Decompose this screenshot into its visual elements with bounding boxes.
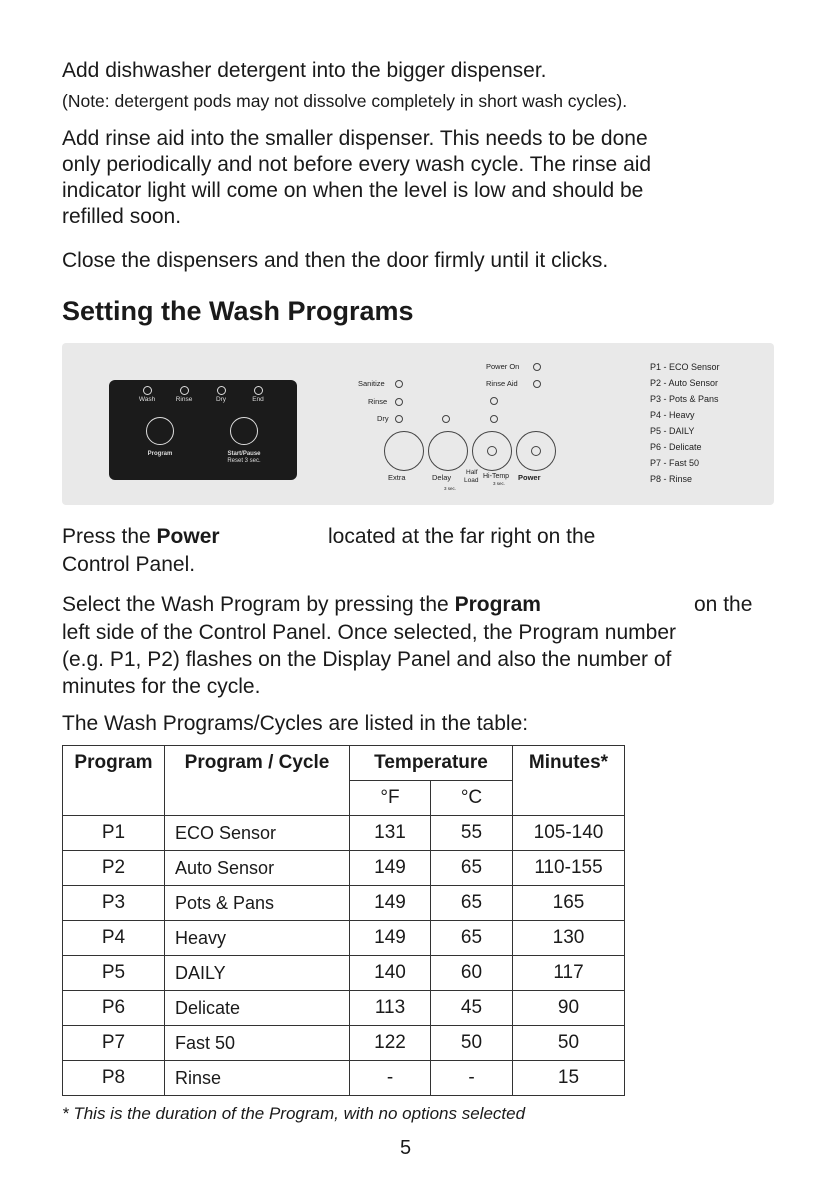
delay-button-label: Delay bbox=[432, 473, 452, 482]
delay-led-icon bbox=[442, 415, 450, 423]
reset-label: Reset 3 sec. bbox=[227, 458, 261, 464]
control-panel-illustration bbox=[62, 343, 774, 505]
minutes-cell: 90 bbox=[513, 991, 625, 1026]
start-pause-label: Start/Pause bbox=[227, 451, 261, 457]
program-button[interactable] bbox=[146, 417, 174, 445]
program-cell: P6 bbox=[63, 991, 165, 1026]
temp-c-cell: 60 bbox=[431, 956, 513, 991]
table-footnote: * This is the duration of the Program, with no options selected bbox=[62, 1104, 526, 1123]
rinse-indicator-label: Rinse bbox=[368, 397, 388, 406]
select-program-on-the: on the bbox=[694, 593, 753, 616]
cycle-cell: DAILY bbox=[165, 956, 350, 991]
program-cell: P8 bbox=[63, 1061, 165, 1096]
temp-c-cell: 65 bbox=[431, 921, 513, 956]
temp-f-cell: 140 bbox=[350, 956, 431, 991]
dry-indicator-label: Dry bbox=[377, 414, 389, 423]
table-row bbox=[63, 991, 625, 1026]
press-power-line-2: Control Panel. bbox=[62, 553, 196, 576]
program-cell: P4 bbox=[63, 921, 165, 956]
minutes-cell: 130 bbox=[513, 921, 625, 956]
rinse-aid-line-1: Add rinse aid into the smaller dispenser. This needs to be done bbox=[62, 127, 648, 150]
program-button-label: Program bbox=[147, 451, 173, 457]
detergent-note: (Note: detergent pods may not dissolve completely in short wash cycles). bbox=[62, 91, 628, 111]
minutes-cell: 15 bbox=[513, 1061, 625, 1096]
temp-c-cell: 65 bbox=[431, 851, 513, 886]
table-row bbox=[63, 851, 625, 886]
header-program-cycle: Program / Cycle bbox=[165, 746, 350, 816]
start-pause-button[interactable] bbox=[230, 417, 258, 445]
program-cell: P5 bbox=[63, 956, 165, 991]
program-cell: P3 bbox=[63, 886, 165, 921]
temp-c-cell: - bbox=[431, 1061, 513, 1096]
program-list-item: P6 - Delicate bbox=[650, 442, 702, 452]
sanitize-led-icon bbox=[395, 380, 403, 388]
header-minutes: Minutes* bbox=[513, 746, 625, 816]
temp-c-cell: 65 bbox=[431, 886, 513, 921]
cycle-cell: Heavy bbox=[165, 921, 350, 956]
rinse-aid-label: Rinse Aid bbox=[486, 379, 518, 388]
load-label: Load bbox=[464, 477, 479, 484]
minutes-cell: 117 bbox=[513, 956, 625, 991]
temp-f-cell: - bbox=[350, 1061, 431, 1096]
power-button-label: Power bbox=[518, 473, 541, 482]
cycle-cell: ECO Sensor bbox=[165, 816, 350, 851]
table-row bbox=[63, 886, 625, 921]
table-row bbox=[63, 1061, 625, 1096]
temp-c-cell: 55 bbox=[431, 816, 513, 851]
minutes-cell: 165 bbox=[513, 886, 625, 921]
program-list-item: P4 - Heavy bbox=[650, 410, 695, 420]
delay-3sec-label: 3 sec. bbox=[444, 486, 457, 491]
page-number: 5 bbox=[400, 1137, 412, 1159]
program-list-item: P8 - Rinse bbox=[650, 474, 693, 484]
close-door-text: Close the dispensers and then the door firmly until it clicks. bbox=[62, 249, 609, 272]
table-row bbox=[63, 956, 625, 991]
power-button[interactable] bbox=[516, 431, 556, 471]
program-list-item: P1 - ECO Sensor bbox=[650, 362, 720, 372]
hi-temp-3sec-label: 3 sec. bbox=[493, 481, 506, 486]
cycle-cell: Auto Sensor bbox=[165, 851, 350, 886]
program-list bbox=[650, 359, 720, 487]
hi-temp-led-icon bbox=[490, 415, 498, 423]
end-label: End bbox=[252, 396, 264, 403]
press-power-text: Press the bbox=[62, 525, 157, 548]
header-temperature: Temperature bbox=[350, 746, 513, 781]
wash-programs-table bbox=[62, 745, 625, 1096]
program-list-item: P2 - Auto Sensor bbox=[650, 378, 719, 388]
power-on-led-icon bbox=[533, 363, 541, 371]
table-row bbox=[63, 816, 625, 851]
temp-f-cell: 122 bbox=[350, 1026, 431, 1061]
minutes-cell: 105-140 bbox=[513, 816, 625, 851]
program-cell: P1 bbox=[63, 816, 165, 851]
table-intro: The Wash Programs/Cycles are listed in the table: bbox=[62, 712, 529, 735]
temp-c-cell: 45 bbox=[431, 991, 513, 1026]
hi-temp-label: Hi-Temp bbox=[483, 473, 510, 480]
program-cell: P2 bbox=[63, 851, 165, 886]
minutes-cell: 50 bbox=[513, 1026, 625, 1061]
display-panel bbox=[109, 380, 297, 480]
program-list-item: P7 - Fast 50 bbox=[650, 458, 700, 468]
select-program-line-3: (e.g. P1, P2) flashes on the Display Panel and also the number of bbox=[62, 648, 672, 671]
program-list-item: P5 - DAILY bbox=[650, 426, 695, 436]
header-fahrenheit: °F bbox=[350, 781, 431, 816]
rinse-aid-line-3: indicator light will come on when the level is low and should be bbox=[62, 179, 644, 202]
end-led-icon bbox=[254, 386, 263, 395]
detergent-text: Add dishwasher detergent into the bigger dispenser. bbox=[62, 59, 547, 82]
rinse-aid-led-icon bbox=[533, 380, 541, 388]
half-load-led-icon bbox=[490, 397, 498, 405]
select-program-line-2: left side of the Control Panel. Once selected, the Program number bbox=[62, 621, 676, 644]
press-power-line bbox=[62, 524, 220, 550]
temp-c-cell: 50 bbox=[431, 1026, 513, 1061]
rinse-aid-line-4: refilled soon. bbox=[62, 205, 182, 228]
half-load-button[interactable] bbox=[472, 431, 512, 471]
rinse-label: Rinse bbox=[175, 396, 193, 403]
header-celsius: °C bbox=[431, 781, 513, 816]
power-word: Power bbox=[156, 525, 220, 548]
program-cell: P7 bbox=[63, 1026, 165, 1061]
select-program-line-4: minutes for the cycle. bbox=[62, 675, 261, 698]
program-word: Program bbox=[454, 593, 541, 616]
cycle-cell: Pots & Pans bbox=[165, 886, 350, 921]
power-on-label: Power On bbox=[486, 362, 520, 371]
rinse-led-icon bbox=[180, 386, 189, 395]
extra-button-label: Extra bbox=[388, 473, 406, 482]
cycle-cell: Delicate bbox=[165, 991, 350, 1026]
cycle-cell: Fast 50 bbox=[165, 1026, 350, 1061]
half-load-inner-icon bbox=[487, 446, 497, 456]
rinse-aid-line-2: only periodically and not before every wash cycle. The rinse aid bbox=[62, 153, 652, 176]
header-program: Program bbox=[63, 746, 165, 816]
table-row bbox=[63, 921, 625, 956]
temp-f-cell: 149 bbox=[350, 886, 431, 921]
minutes-cell: 110-155 bbox=[513, 851, 625, 886]
program-list-item: P3 - Pots & Pans bbox=[650, 394, 719, 404]
rinse-indicator-led-icon bbox=[395, 398, 403, 406]
temp-f-cell: 149 bbox=[350, 851, 431, 886]
extra-button[interactable] bbox=[384, 431, 424, 471]
select-program-text: Select the Wash Program by pressing the bbox=[62, 593, 455, 616]
cycle-cell: Rinse bbox=[165, 1061, 350, 1096]
press-power-location: located at the far right on the bbox=[328, 525, 596, 548]
sanitize-label: Sanitize bbox=[358, 379, 385, 388]
dry-label: Dry bbox=[215, 396, 227, 403]
wash-label: Wash bbox=[138, 396, 156, 403]
dry-indicator-led-icon bbox=[395, 415, 403, 423]
delay-button[interactable] bbox=[428, 431, 468, 471]
temp-f-cell: 131 bbox=[350, 816, 431, 851]
power-inner-icon bbox=[531, 446, 541, 456]
temp-f-cell: 113 bbox=[350, 991, 431, 1026]
wash-led-icon bbox=[143, 386, 152, 395]
temp-f-cell: 149 bbox=[350, 921, 431, 956]
select-program-line bbox=[62, 592, 541, 618]
table-row bbox=[63, 1026, 625, 1061]
section-heading: Setting the Wash Programs bbox=[62, 296, 414, 326]
half-label: Half bbox=[466, 469, 478, 476]
dry-led-icon bbox=[217, 386, 226, 395]
